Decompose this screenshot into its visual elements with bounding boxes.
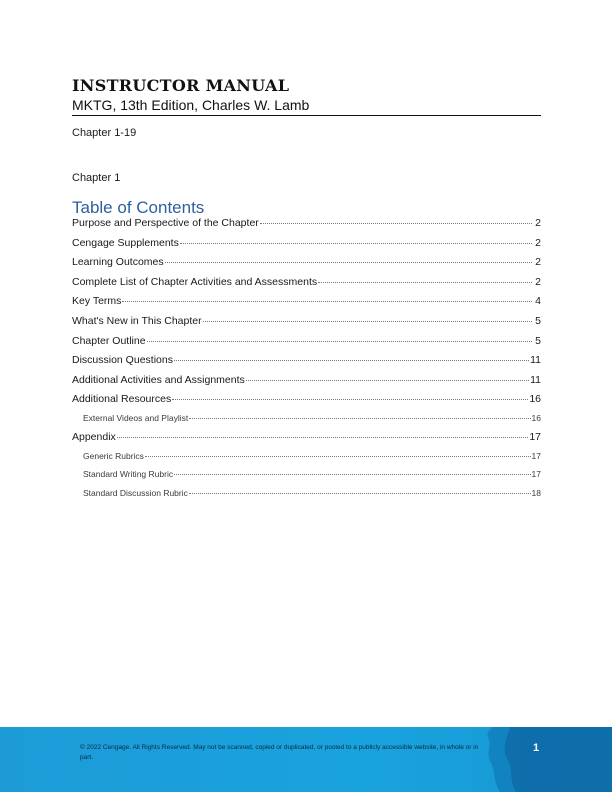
toc-leader-dots [203,321,532,322]
toc-entry-page: 17 [531,469,541,480]
toc-leader-dots [318,282,532,283]
table-of-contents [72,217,541,506]
toc-leader-dots [122,301,532,302]
toc-entry-activities[interactable] [72,276,541,296]
toc-entry-title: Standard Writing Rubric [83,469,174,480]
toc-entry-purpose[interactable] [72,217,541,237]
page-number: 1 [533,742,540,754]
chapter-label: Chapter 1 [72,172,121,184]
toc-entry-page: 2 [535,236,541,249]
toc-entry-page: 4 [535,295,541,308]
toc-entry-page: 17 [531,450,541,461]
toc-leader-dots [260,223,532,224]
toc-entry-page: 2 [535,256,541,269]
toc-leader-dots [174,474,530,475]
toc-entry-supplements[interactable] [72,237,541,257]
manual-title: INSTRUCTOR MANUAL [72,76,290,95]
copyright-notice: © 2022 Cengage. All Rights Reserved. May not be scanned, copied or duplicated, or posted to a publicly accessible website, in whole or in part. [80,744,479,761]
toc-leader-dots [180,243,532,244]
toc-entry-title: Key Terms [72,295,122,308]
toc-subentry-generic-rubrics[interactable] [72,451,541,469]
chapter-range: Chapter 1-19 [72,127,137,139]
toc-entry-title: External Videos and Playlist [83,412,189,423]
toc-entry-page: 5 [535,334,541,347]
toc-leader-dots [174,360,529,361]
toc-entry-title: Chapter Outline [72,334,146,347]
toc-entry-title: Discussion Questions [72,354,173,367]
toc-entry-page: 2 [535,275,541,288]
toc-entry-title: Additional Resources [72,393,172,406]
toc-entry-appendix[interactable] [72,431,541,451]
toc-leader-dots [145,456,531,457]
toc-entry-chapter-outline[interactable] [72,335,541,355]
toc-entry-title: Cengage Supplements [72,236,179,249]
toc-entry-page: 16 [531,412,541,423]
toc-subentry-writing-rubric[interactable] [72,469,541,487]
toc-entry-whats-new[interactable] [72,315,541,335]
book-title: MKTG, 13th Edition, Charles W. Lamb [72,97,310,113]
toc-entry-page: 2 [535,217,541,229]
toc-leader-dots [165,262,532,263]
toc-entry-page: 11 [530,373,541,386]
toc-leader-dots [147,341,532,342]
toc-entry-learning-outcomes[interactable] [72,256,541,276]
toc-leader-dots [246,380,529,381]
toc-entry-title: Generic Rubrics [83,450,144,461]
title-divider [72,115,541,116]
toc-entry-page: 17 [529,431,541,444]
toc-entry-title: Learning Outcomes [72,256,164,269]
toc-entry-page: 18 [531,487,541,498]
toc-entry-key-terms[interactable] [72,295,541,315]
toc-entry-page: 5 [535,314,541,327]
toc-leader-dots [172,399,528,400]
toc-leader-dots [189,493,531,494]
toc-subentry-external-videos[interactable] [72,413,541,431]
toc-entry-title: Purpose and Perspective of the Chapter [72,217,259,229]
toc-entry-discussion-questions[interactable] [72,354,541,374]
toc-entry-title: Complete List of Chapter Activities and Assessments [72,275,318,288]
toc-entry-title: Standard Discussion Rubric [83,487,188,498]
toc-heading: Table of Contents [72,198,205,217]
toc-entry-page: 16 [529,393,541,406]
toc-entry-title: What's New in This Chapter [72,314,202,327]
toc-entry-title: Appendix [72,431,116,444]
toc-entry-page: 11 [530,354,541,367]
toc-entry-additional-activities[interactable] [72,374,541,394]
toc-leader-dots [189,418,530,419]
toc-entry-additional-resources[interactable] [72,393,541,413]
toc-entry-title: Additional Activities and Assignments [72,373,245,386]
footer-decoration [482,727,612,792]
toc-subentry-discussion-rubric[interactable] [72,488,541,506]
toc-leader-dots [117,437,529,438]
page-footer [0,727,612,792]
